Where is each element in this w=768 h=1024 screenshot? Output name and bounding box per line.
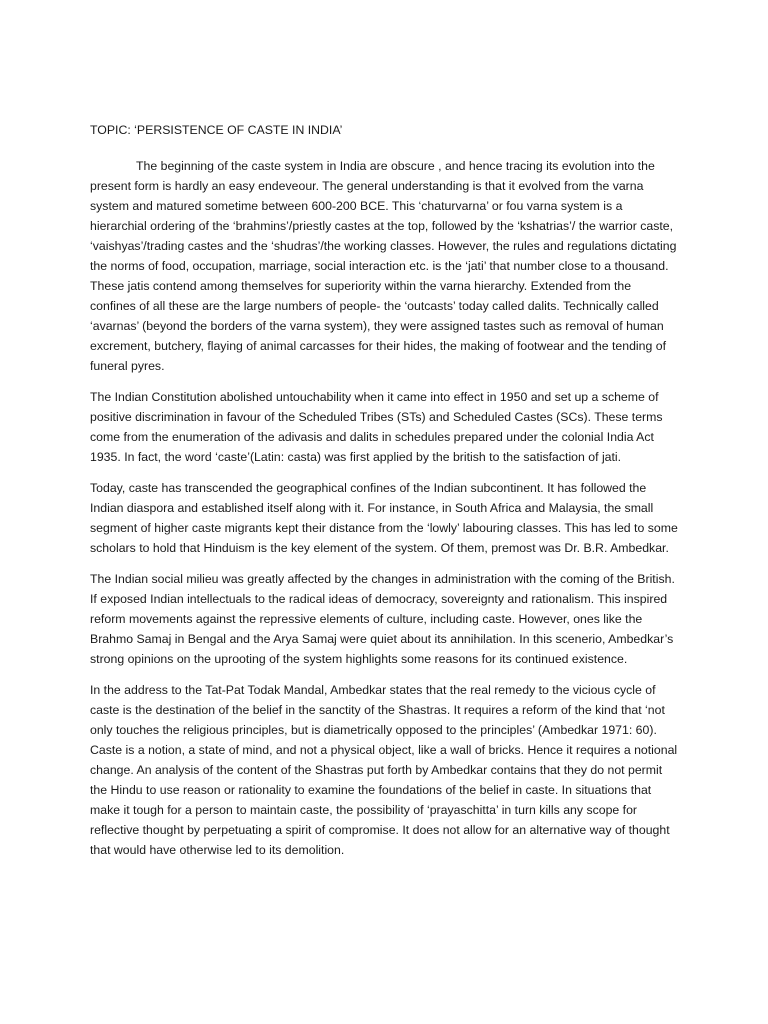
document-body: [90, 120, 678, 871]
paragraph-british-influence: The Indian social milieu was greatly affected by the changes in administration with the coming of the British. If exposed Indian intellectuals to the radical ideas of democracy, sovereignty and rationalism. This inspired reform movements against the repressive elements of culture, including caste. However, ones like the Brahmo Samaj in Bengal and the Arya Samaj were quiet about its annihilation. In this scenerio, Ambedkar’s strong opinions on the uprooting of the system highlights some reasons for its continued existence.: [90, 572, 675, 666]
paragraph-origins: The beginning of the caste system in India are obscure , and hence tracing its evolution into the present form is hardly an easy endeveour. The general understanding is that it evolved from the varna system and matured sometime between 600-200 BCE. This ‘chaturvarna’ or fou varna system is a hierarchial ordering of the ‘brahmins’/priestly castes at the top, followed by the ‘kshatrias’/ the warrior caste, ‘vaishyas’/trading castes and the ‘shudras’/the working classes. However, the rules and regulations dictating the norms of food, occupation, marriage, social interaction etc. is the ‘jati’ that number close to a thousand. These jatis contend among themselves for superiority within the varna hierarchy. Extended from the confines of all these are the large numbers of people- the ‘outcasts’ today called dalits. Technically called ‘avarnas’ (beyond the borders of the varna system), they were assigned tastes such as removal of human excrement, butchery, flaying of animal carcasses for their hides, the making of footwear and the tending of funeral pyres.: [90, 159, 677, 373]
paragraph-diaspora: Today, caste has transcended the geographical confines of the Indian subcontinent. It has followed the Indian diaspora and established itself along with it. For instance, in South Africa and Malaysia, the small segment of higher caste migrants kept their distance from the ‘lowly’ labouring classes. This has led to some scholars to hold that Hinduism is the key element of the system. Of them, premost was Dr. B.R. Ambedkar.: [90, 481, 678, 555]
paragraph-constitution: The Indian Constitution abolished untouchability when it came into effect in 1950 and set up a scheme of positive discrimination in favour of the Scheduled Tribes (STs) and Scheduled Castes (SCs). These terms come from the enumeration of the adivasis and dalits in schedules prepared under the colonial India Act 1935. In fact, the word ‘caste’(Latin: casta) was first applied by the british to the satisfaction of jati.: [90, 390, 663, 464]
paragraph-ambedkar-address: In the address to the Tat-Pat Todak Mandal, Ambedkar states that the real remedy to the vicious cycle of caste is the destination of the belief in the sanctity of the Shastras. It requires a reform of the kind that ‘not only touches the religious principles, but is diametrically opposed to the principles’ (Ambedkar 1971: 60). Caste is a notion, a state of mind, and not a physical object, like a wall of bricks. Hence it requires a notional change. An analysis of the content of the Shastras put forth by Ambedkar contains that they do not permit the Hindu to use reason or rationality to examine the foundations of the belief in caste. In situations that make it tough for a person to maintain caste, the possibility of ‘prayaschitta’ in turn kills any scope for reflective thought by perpetuating a spirit of compromise. It does not allow for an alternative way of thought that would have otherwise led to its demolition.: [90, 683, 678, 857]
document-title: TOPIC: ‘PERSISTENCE OF CASTE IN INDIA’: [90, 123, 343, 137]
